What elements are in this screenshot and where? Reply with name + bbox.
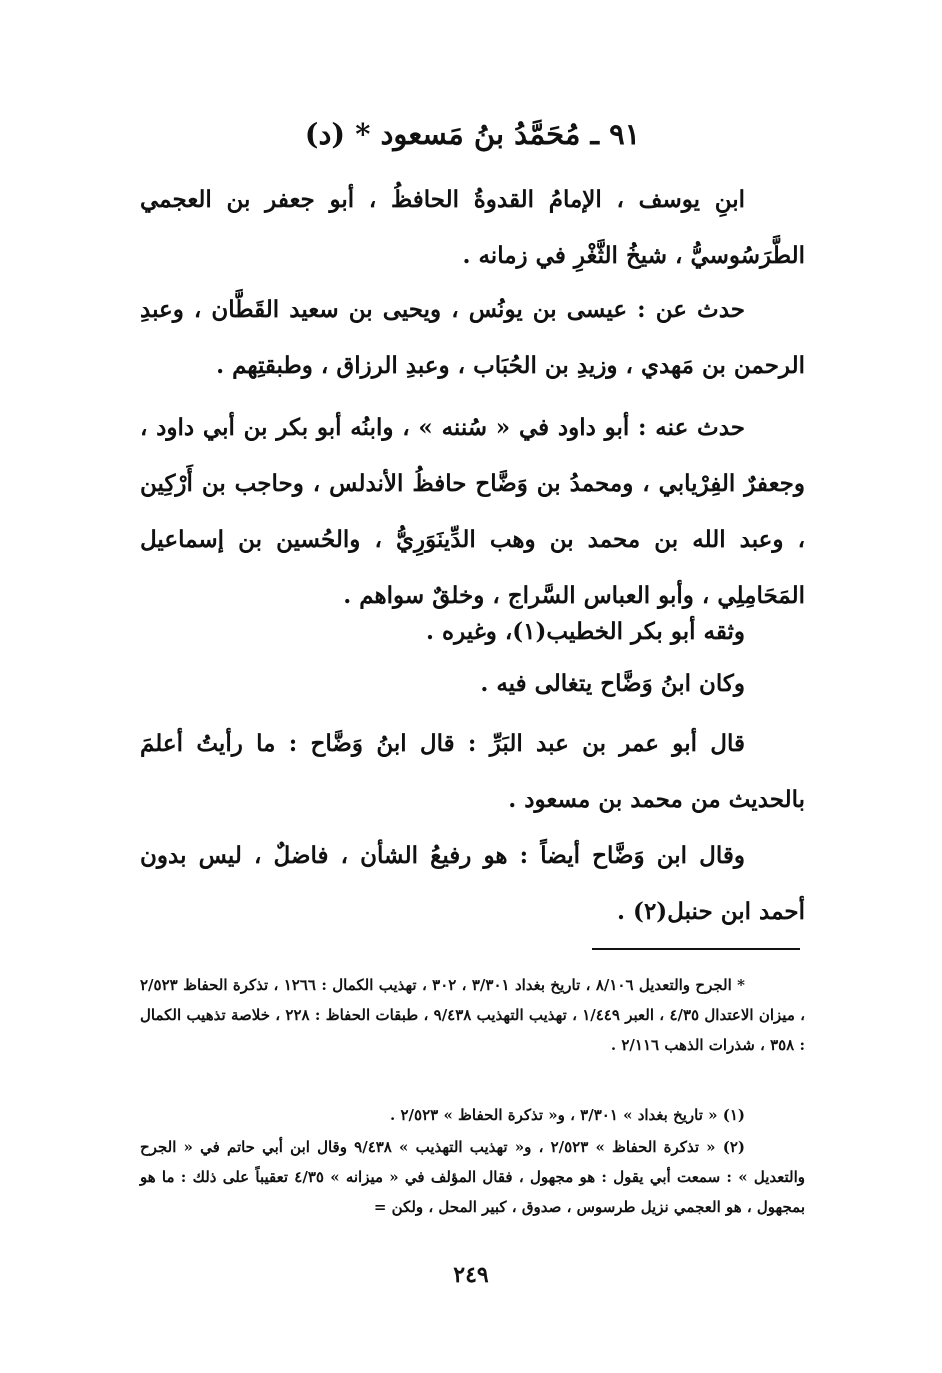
footnote-sources: * الجرح والتعديل ٨/١٠٦ ، تاريخ بغداد ٣/٣٠١ ، ٣٠٢ ، تهذيب الكمال : ١٢٦٦ ، تذكرة الحفاظ ٢/٥٢٣ ، ميزان الاعتدال ٤/٣٥ ، العبر ١/٤٤٩ ، تهذيب التهذيب ٩/٤٣٨ ، طبقات الحفاظ : ٢٢٨ ، خلاصة تذهيب الكمال : ٣٥٨ ، شذرات الذهب ٢/١١٦ . <box>140 976 805 1054</box>
footnote-divider <box>592 948 800 950</box>
paragraph-students: حدث عنه : أبو داود في « سُننه » ، وابنُه أبو بكر بن أبي داود ، وجعفرٌ الفِرْيابي ، ومحمدُ بن وَضَّاح حافظُ الأندلس ، وحاجب بن أَرْكِين ، وعبد الله بن محمد بن وهب الدِّينَوَرِيُّ ، والحُسين بن إسماعيل المَحَامِلِي ، وأبو العباس السَّراج ، وخلقٌ سواهم . <box>140 414 805 609</box>
paragraph-lineage: ابنِ يوسف ، الإمامُ القدوةُ الحافظُ ، أبو جعفر بن العجمي الطَّرَسُوسيُّ ، شيخُ الثَّغْرِ في زمانه . <box>140 186 805 269</box>
page-number: ٢٤٩ <box>453 1262 489 1288</box>
footnote-1: (١) « تاريخ بغداد » ٣/٣٠١ ، و« تذكرة الحفاظ » ٢/٥٢٣ . <box>390 1106 745 1124</box>
paragraph-teachers: حدث عن : عيسى بن يونُس ، ويحيى بن سعيد القَطَّان ، وعبدِ الرحمن بن مَهدي ، وزيدِ بن الحُبَاب ، وعبدِ الرزاق ، وطبقتِهم . <box>140 296 805 379</box>
paragraph-authentication: وثقه أبو بكر الخطيب(١)، وغيره . <box>426 618 745 645</box>
biography-heading: ٩١ ـ مُحَمَّدُ بنُ مَسعود * (د) <box>304 117 641 151</box>
paragraph-quote-ibn-abd-albarr: قال أبو عمر بن عبد البَرِّ : قال ابنُ وَضَّاح : ما رأيتُ أعلمَ بالحديث من محمد بن مسعود . <box>140 730 805 813</box>
paragraph-praise: وكان ابنُ وَضَّاح يتغالى فيه . <box>480 670 745 697</box>
paragraph-quote-ibn-waddah: وقال ابن وَضَّاح أيضاً : هو رفيعُ الشأن ، فاضلٌ ، ليس بدون أحمد ابن حنبل(٢) . <box>140 842 805 925</box>
footnote-2: (٢) « تذكرة الحفاظ » ٢/٥٢٣ ، و« تهذيب التهذيب » ٩/٤٣٨ وقال ابن أبي حاتم في « الجرح والتعديل » : سمعت أبي يقول : هو مجهول ، فقال المؤلف في « ميزانه » ٤/٣٥ تعقيباً على ذلك : ما هو بمجهول ، هو العجمي نزيل طرسوس ، صدوق ، كبير المحل ، ولكن = <box>140 1138 805 1216</box>
